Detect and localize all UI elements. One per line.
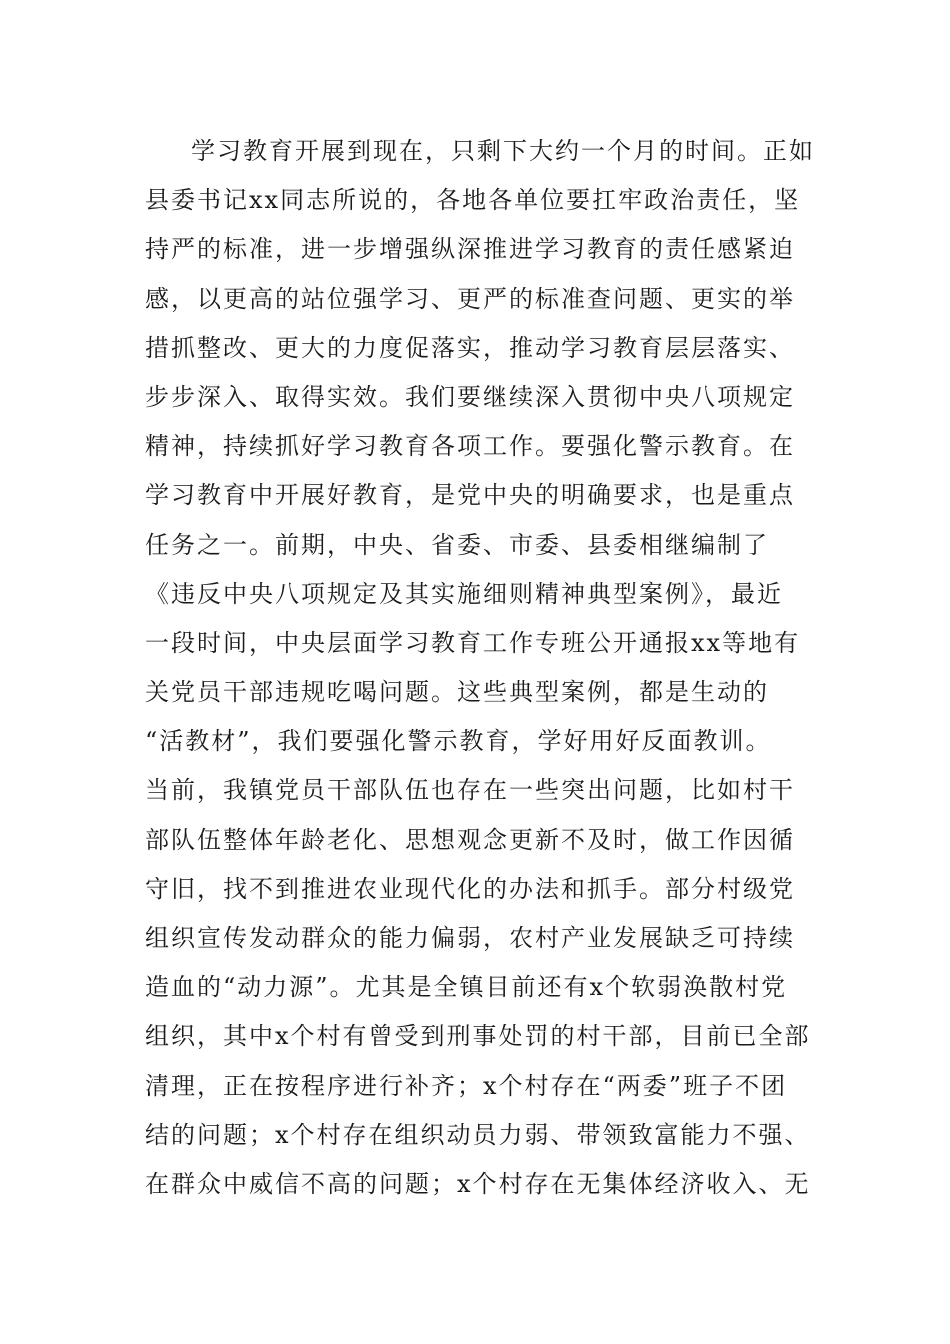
text-line: 关党员干部违规吃喝问题。这些典型案例，都是生动的: [145, 678, 769, 707]
text-line: 当前，我镇党员干部队伍也存在一些突出问题，比如村干: [145, 776, 795, 805]
text-line: 一段时间，中央层面学习教育工作专班公开通报xx等地有: [145, 628, 801, 657]
text-line: 学习教育中开展好教育，是党中央的明确要求，也是重点: [145, 481, 795, 510]
text-line: 组织，其中x个村有曾受到刑事处罚的村干部，目前已全部: [145, 1022, 811, 1051]
text-line: 持严的标准，进一步增强纵深推进学习教育的责任感紧迫: [145, 235, 795, 264]
text-line: 造血的“动力源”。尤其是全镇目前还有x个软弱涣散村党: [145, 973, 788, 1002]
text-line: 步步深入、取得实效。我们要继续深入贯彻中央八项规定: [145, 382, 795, 411]
text-line: 组织宣传发动群众的能力偏弱，农村产业发展缺乏可持续: [145, 924, 795, 952]
text-line: 任务之一。前期，中央、省委、市委、县委相继编制了: [145, 530, 769, 559]
text-line: 在群众中威信不高的问题；x个村存在无集体经济收入、无: [145, 1169, 811, 1198]
text-line: 结的问题；x个村存在组织动员力弱、带领致富能力不强、: [145, 1120, 811, 1149]
text-line: 感，以更高的站位强学习、更严的标准查问题、更实的举: [145, 284, 795, 313]
text-line: 学习教育开展到现在，只剩下大约一个月的时间。正如: [191, 137, 815, 165]
text-line: 《违反中央八项规定及其实施细则精神典型案例》，最近: [145, 579, 783, 608]
text-line: 精神，持续抓好学习教育各项工作。要强化警示教育。在: [145, 432, 795, 461]
text-line: 清理，正在按程序进行补齐；x个村存在“两委”班子不团: [145, 1071, 788, 1100]
text-line: “活教材”，我们要强化警示教育，学好用好反面教训。: [145, 727, 772, 756]
text-line: 县委书记xx同志所说的，各地各单位要扛牢政治责任，坚: [145, 186, 801, 215]
text-line: 部队伍整体年龄老化、思想观念更新不及时，做工作因循: [145, 825, 795, 854]
document-body: [145, 127, 825, 1209]
text-line: 措抓整改、更大的力度促落实，推动学习教育层层落实、: [145, 333, 795, 362]
text-line: 守旧，找不到推进农业现代化的办法和抓手。部分村级党: [145, 874, 795, 903]
